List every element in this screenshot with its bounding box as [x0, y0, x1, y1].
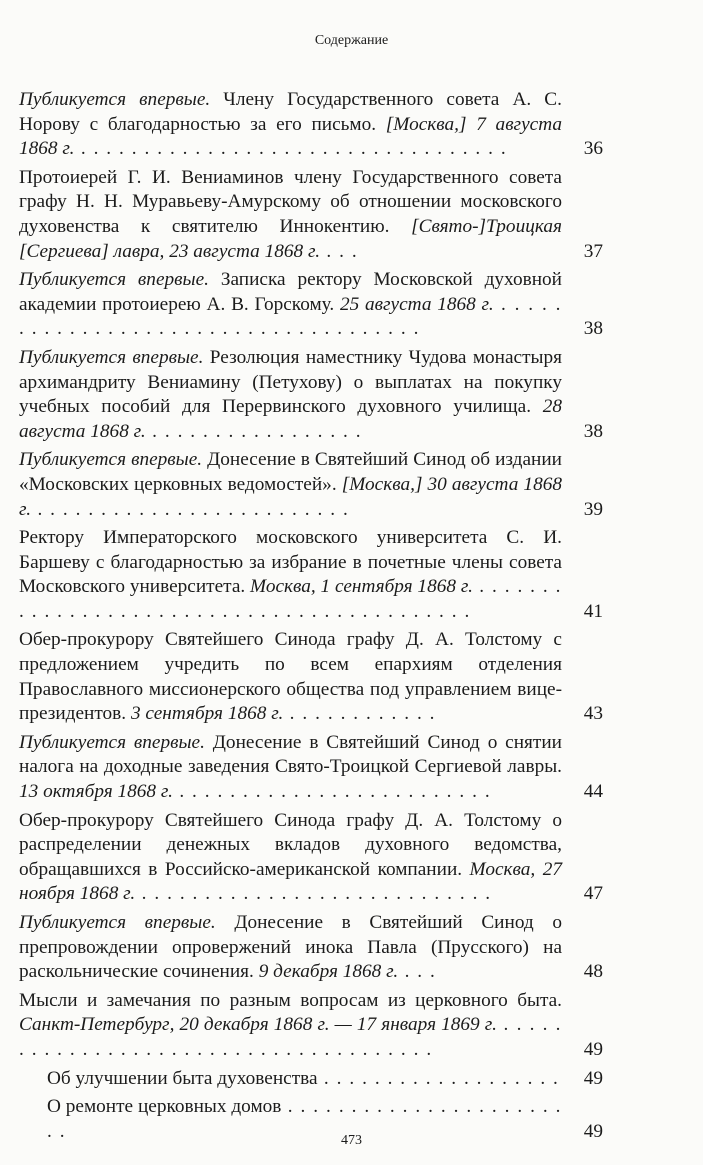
leader-dots: . . .	[320, 240, 359, 262]
entry-page-number: 49	[583, 1067, 603, 1089]
entry-date: 28 августа 1868 г.	[19, 396, 562, 442]
entry-page-number: 38	[583, 318, 603, 340]
entry-title: Об улучшении быта духовенства	[47, 1067, 318, 1089]
leader-dots: . . . . . . . . . . . . . . . . . . . . . . . . . . . . . . . . . . . . .	[19, 293, 562, 340]
leader-dots: . . . . . . . . . . . . . . . . . . . . . . . . . . . . . . . . . .	[74, 138, 508, 160]
entry-note: Публикуется впервые.	[19, 269, 209, 291]
entry-page-number: 41	[583, 600, 603, 622]
entry-title: Донесение в Святейший Синод о снятии налога на доходные заведения Свято-Троицкой Сергиевой лавры.	[19, 731, 562, 778]
entry-title: Обер-прокурору Святейшего Синода графу Д. А. Толстому о распределении денежных вкладов духовного ведомства, обращавшихся в Российско-американской компании.	[19, 809, 562, 880]
table-of-contents	[19, 88, 603, 1148]
entry-date: 3 сентября 1868 г.	[130, 703, 284, 725]
entry-note: Публикуется впервые.	[19, 731, 205, 753]
entry-title: Донесение в Святейший Синод об издании «Московских церковных ведомостей».	[19, 449, 562, 495]
leader-dots: . . . . . . . . . . . . . . . . . . . . . . . . .	[172, 781, 492, 803]
toc-entry	[19, 809, 603, 907]
entry-page-number: 43	[583, 703, 603, 725]
leader-dots: . . . . . . . . . . . . . . . . . . . . . . . . . . . . . . . . . . . . . .	[19, 1014, 562, 1060]
page-number: 473	[341, 1133, 362, 1148]
toc-entry	[19, 526, 603, 624]
entry-title: Записка ректору Московской духовной академии протоиерею А. В. Горскому.	[19, 269, 562, 315]
leader-dots: . . . . . . . . . . . . . . . . . . .	[317, 1067, 560, 1089]
entry-date: [Москва,] 7 августа 1868 г.	[19, 113, 562, 160]
toc-subentry	[19, 1067, 603, 1092]
entry-title: Ректору Императорского московского университета С. И. Баршеву с благодарностью за избрание в почетные члены совета Московского университета.	[19, 527, 562, 598]
entry-date: 9 декабря 1868 г.	[258, 961, 399, 983]
entry-title: Донесение в Святейший Синод о препровождении опровержений инока Павла (Прусского) на раскольнические сочинения.	[19, 912, 562, 983]
leader-dots: . . . . . . . . . . . . . . . . . . . . . . . . . . . . . . . . . . . . . . . . . . .	[19, 576, 563, 622]
entry-page-number: 48	[583, 961, 603, 983]
entry-page-number: 47	[583, 883, 603, 905]
entry-note: Публикуется впервые.	[19, 346, 204, 368]
leader-dots: . . . . . . . . . . . . . . . . . . . . . . . . .	[31, 498, 350, 520]
entry-page-number: 38	[583, 420, 603, 442]
entry-page-number: 44	[583, 781, 603, 803]
entry-note: Публикуется впервые.	[19, 89, 211, 110]
entry-date: 25 августа 1868 г.	[339, 293, 494, 315]
entry-title: Протоиерей Г. И. Вениаминов члену Государственного совета графу Н. Н. Муравьеву-Амурскому об отношении московского духовенства к святителю Иннокентию.	[19, 166, 562, 237]
running-header: Содержание	[314, 33, 389, 48]
entry-page-number: 39	[583, 498, 603, 520]
entry-date: [Москва,] 30 августа 1868 г.	[19, 473, 562, 520]
entry-note: Публикуется впервые.	[19, 912, 216, 933]
toc-entry	[19, 166, 603, 264]
entry-page-number: 37	[583, 240, 603, 262]
toc-entry	[19, 628, 603, 726]
leader-dots: . . .	[398, 961, 437, 983]
entry-title: Мысли и замечания по разным вопросам из церковного быта.	[19, 989, 562, 1011]
entry-date: Санкт-Петербург, 20 декабря 1868 г. — 17 января 1869 г.	[19, 1014, 497, 1036]
toc-entry	[19, 989, 603, 1063]
toc-entry	[19, 911, 603, 985]
entry-page-number: 49	[583, 1038, 603, 1060]
leader-dots: . . . . . . . . . . . .	[283, 703, 437, 725]
toc-entry	[19, 268, 603, 342]
entry-date: 13 октября 1868 г.	[19, 781, 173, 803]
leader-dots: . . . . . . . . . . . . . . . . . . . . . . . . . . . .	[135, 883, 492, 905]
toc-entry	[19, 448, 603, 522]
entry-title: Члену Государственного совета А. С. Норову с благодарностью за его письмо.	[19, 89, 562, 135]
toc-entry	[19, 88, 603, 162]
entry-title: О ремонте церковных домов	[47, 1096, 282, 1118]
entry-page-number: 36	[583, 138, 603, 160]
toc-entry	[19, 346, 603, 444]
leader-dots: . . . . . . . . . . . . . . . . .	[145, 420, 363, 442]
toc-entry	[19, 731, 603, 805]
entry-date: Москва, 1 сентября 1868 г.	[250, 576, 473, 598]
entry-date: Москва, 27 ноября 1868 г.	[19, 858, 562, 905]
entry-date: [Свято-]Троицкая [Сергиева] лавра, 23 августа 1868 г.	[19, 215, 562, 262]
entry-note: Публикуется впервые.	[19, 449, 203, 471]
leader-dots: . . . . . . . . . . . . . . . . . . . . . . . .	[47, 1096, 562, 1142]
entry-title: Обер-прокурору Святейшего Синода графу Д. А. Толстому с предложением учредить по всем епархиям отделения Православного миссионерского общества под управлением вице-президентов.	[19, 629, 562, 725]
entry-title: Резолюция наместнику Чудова монастыря архимандриту Вениамину (Петухову) о выплатах на покупку учебных пособий для Перервинского духовного училища.	[19, 346, 562, 418]
entry-page-number: 49	[583, 1120, 603, 1142]
